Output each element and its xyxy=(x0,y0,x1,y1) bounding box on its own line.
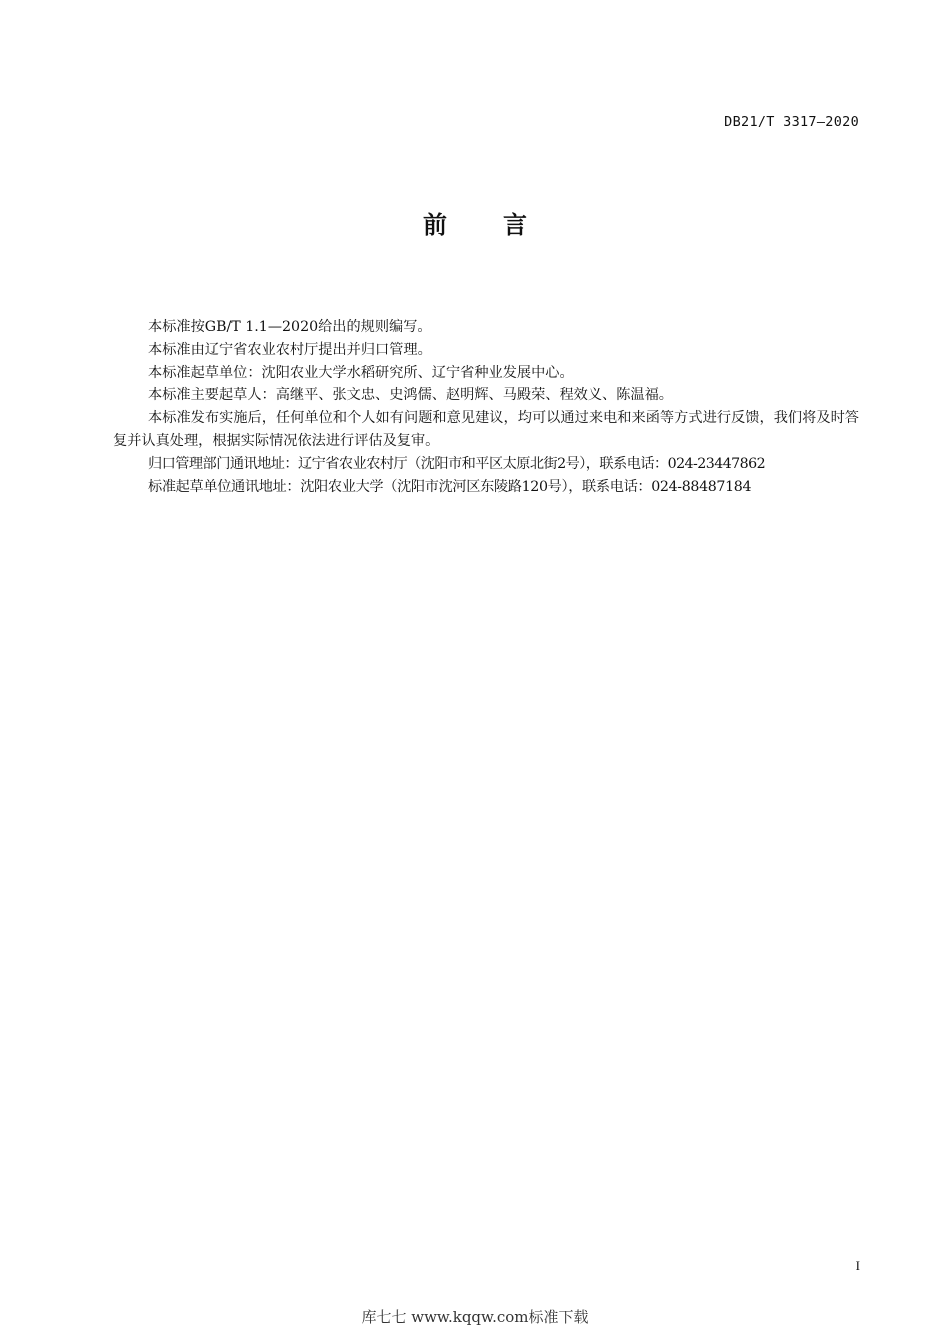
paragraph-drafting-units: 本标准起草单位：沈阳农业大学水稻研究所、辽宁省种业发展中心。 xyxy=(148,364,574,381)
paragraph-proposer: 本标准由辽宁省农业农村厅提出并归口管理。 xyxy=(148,341,432,358)
watermark-footer: 库七七 www.kqqw.com标准下载 xyxy=(361,1308,589,1326)
paragraph-drafting-rules: 本标准按GB/T 1.1—2020给出的规则编写。 xyxy=(148,319,432,335)
page-title-char-1: 前 xyxy=(423,211,447,239)
standard-code: DB21/T 3317—2020 xyxy=(724,114,859,130)
foreword-body xyxy=(113,316,859,498)
paragraph-drafters: 本标准主要起草人：高继平、张文忠、史鸿儒、赵明辉、马殿荣、程效义、陈温福。 xyxy=(148,387,673,404)
page-title-char-2: 言 xyxy=(503,211,527,239)
paragraph-feedback: 本标准发布实施后，任何单位和个人如有问题和意见建议，均可以通过来电和来函等方式进行反馈，我们将及时答复并认真处理，根据实际情况依法进行评估及复审。 xyxy=(113,410,859,449)
page-number: I xyxy=(855,1258,860,1273)
paragraph-drafter-address: 标准起草单位通讯地址：沈阳农业大学（沈阳市沈河区东陵路120号），联系电话：024-88487184 xyxy=(148,478,752,495)
paragraph-authority-address: 归口管理部门通讯地址：辽宁省农业农村厅（沈阳市和平区太原北街2号），联系电话：024-23447862 xyxy=(148,455,766,472)
page-title xyxy=(0,205,950,240)
